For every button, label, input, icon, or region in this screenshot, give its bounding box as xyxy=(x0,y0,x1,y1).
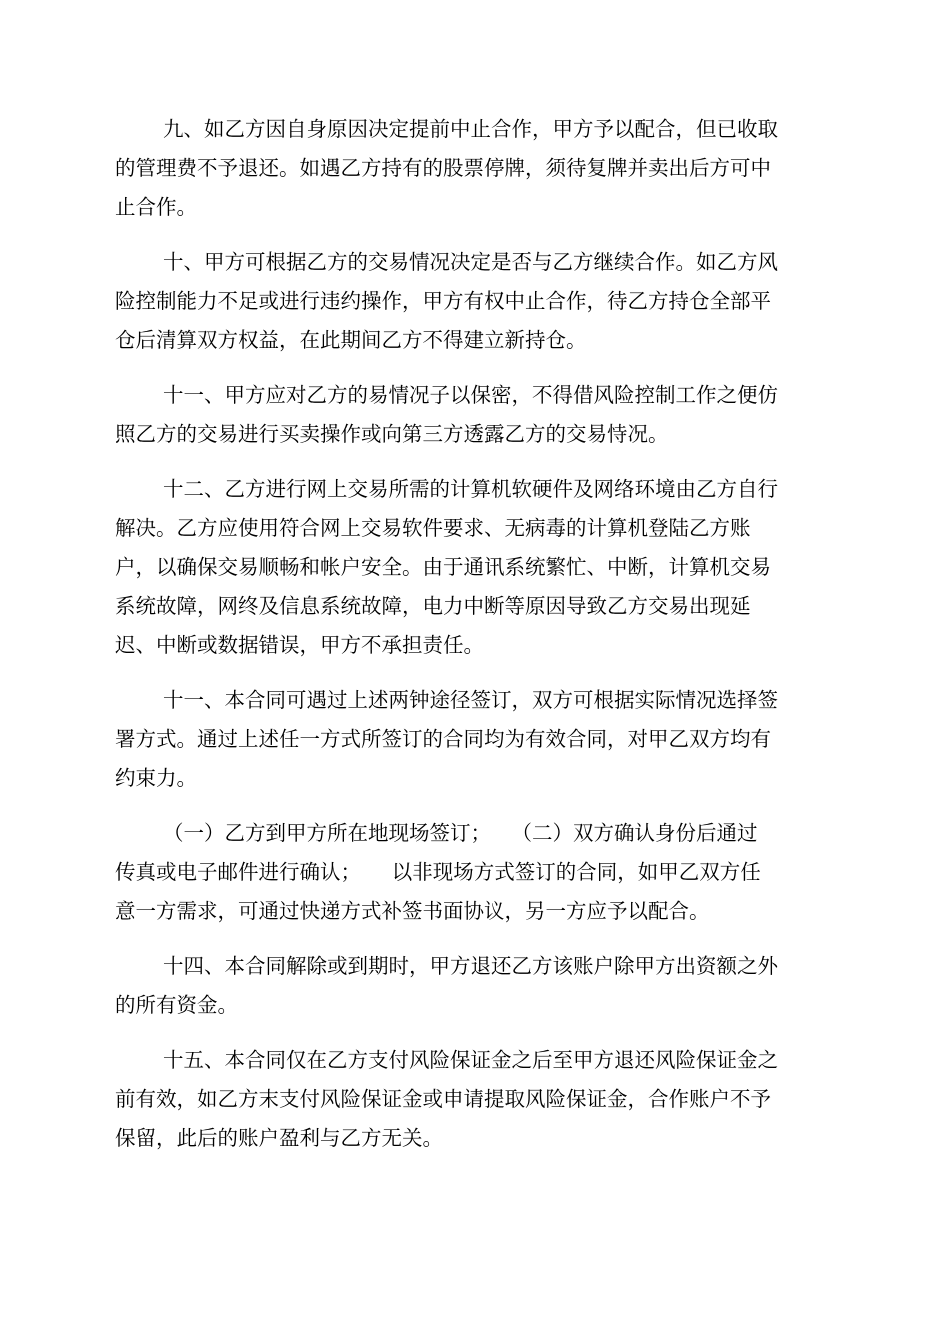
text-line: 险控制能力不足或进行违约操作，甲方有权中止合作，待乙方持仓全部平 xyxy=(115,289,771,313)
paragraph-clause-15 xyxy=(115,1041,835,1158)
text-line: 照乙方的交易进行买卖操作或向第三方透露乙方的交易恃况。 xyxy=(115,422,669,446)
text-line: 解决。乙方应使用符合网上交易软件要求、无病毒的计算机登陆乙方账 xyxy=(115,516,751,540)
text-line: 意一方需求，可通过快递方式补签书面协议，另一方应予以配合。 xyxy=(115,899,710,923)
text-line: 前有效，如乙方末支付风险保证金或申请提取风险保证金，合作账户不予 xyxy=(115,1087,771,1111)
text-line: 约束力。 xyxy=(115,766,197,790)
text-line: 九、如乙方因自身原因决定提前中止合作，甲方予以配合，但已收取 xyxy=(163,117,778,141)
text-line: 迟、中断或数据错误，甲方不承担责任。 xyxy=(115,633,484,657)
text-line: 十四、本合同解除或到期时，甲方退还乙方该账户除甲方出资额之外 xyxy=(163,954,778,978)
text-line: 止合作。 xyxy=(115,195,197,219)
paragraph-clause-9 xyxy=(115,110,835,227)
text-line: 传真或电子邮件进行确认； 以非现场方式签订的合同，如甲乙双方任 xyxy=(115,860,761,884)
paragraph-clause-10 xyxy=(115,243,835,360)
text-line: 十二、乙方进行网上交易所需的计算机软硬件及网络环境由乙方自行 xyxy=(163,477,778,501)
paragraph-clause-11 xyxy=(115,376,835,454)
paragraph-clause-13 xyxy=(115,681,835,798)
text-line: （一）乙方到甲方所在地现场签订； （二）双方确认身份后通过 xyxy=(163,821,758,845)
text-line: 的管理费不予退还。如遇乙方持有的股票停牌，须待复牌并卖出后方可中 xyxy=(115,156,771,180)
text-line: 十、甲方可根据乙方的交易情况决定是否与乙方继续合作。如乙方风 xyxy=(163,250,778,274)
paragraph-clause-12 xyxy=(115,470,835,665)
document-page xyxy=(115,110,835,1174)
text-line: 仓后清算双方权益，在此期间乙方不得建立新持仓。 xyxy=(115,328,587,352)
text-line: 户，以确保交易顺畅和帐户安全。由于通讯系统繁忙、中断，计算机交易 xyxy=(115,555,771,579)
text-line: 署方式。通过上述任一方式所签订的合同均为有效合同，对甲乙双方均有 xyxy=(115,727,771,751)
paragraph-clause-14 xyxy=(115,947,835,1025)
text-line: 十一、本合同可遇过上述两钟途径签订，双方可根据实际情况选择签 xyxy=(163,688,778,712)
paragraph-signing-methods xyxy=(115,814,835,931)
text-line: 十五、本合同仅在乙方支付风险保证金之后至甲方退还风险保证金之 xyxy=(163,1048,778,1072)
text-line: 系统故障，网终及信息系统故障，电力中断等原因导致乙方交易出现延 xyxy=(115,594,751,618)
text-line: 十一、甲方应对乙方的易情况子以保密，不得借风险控制工作之便仿 xyxy=(163,383,778,407)
text-line: 保留，此后的账户盈利与乙方无关。 xyxy=(115,1126,443,1150)
text-line: 的所有资金。 xyxy=(115,993,238,1017)
